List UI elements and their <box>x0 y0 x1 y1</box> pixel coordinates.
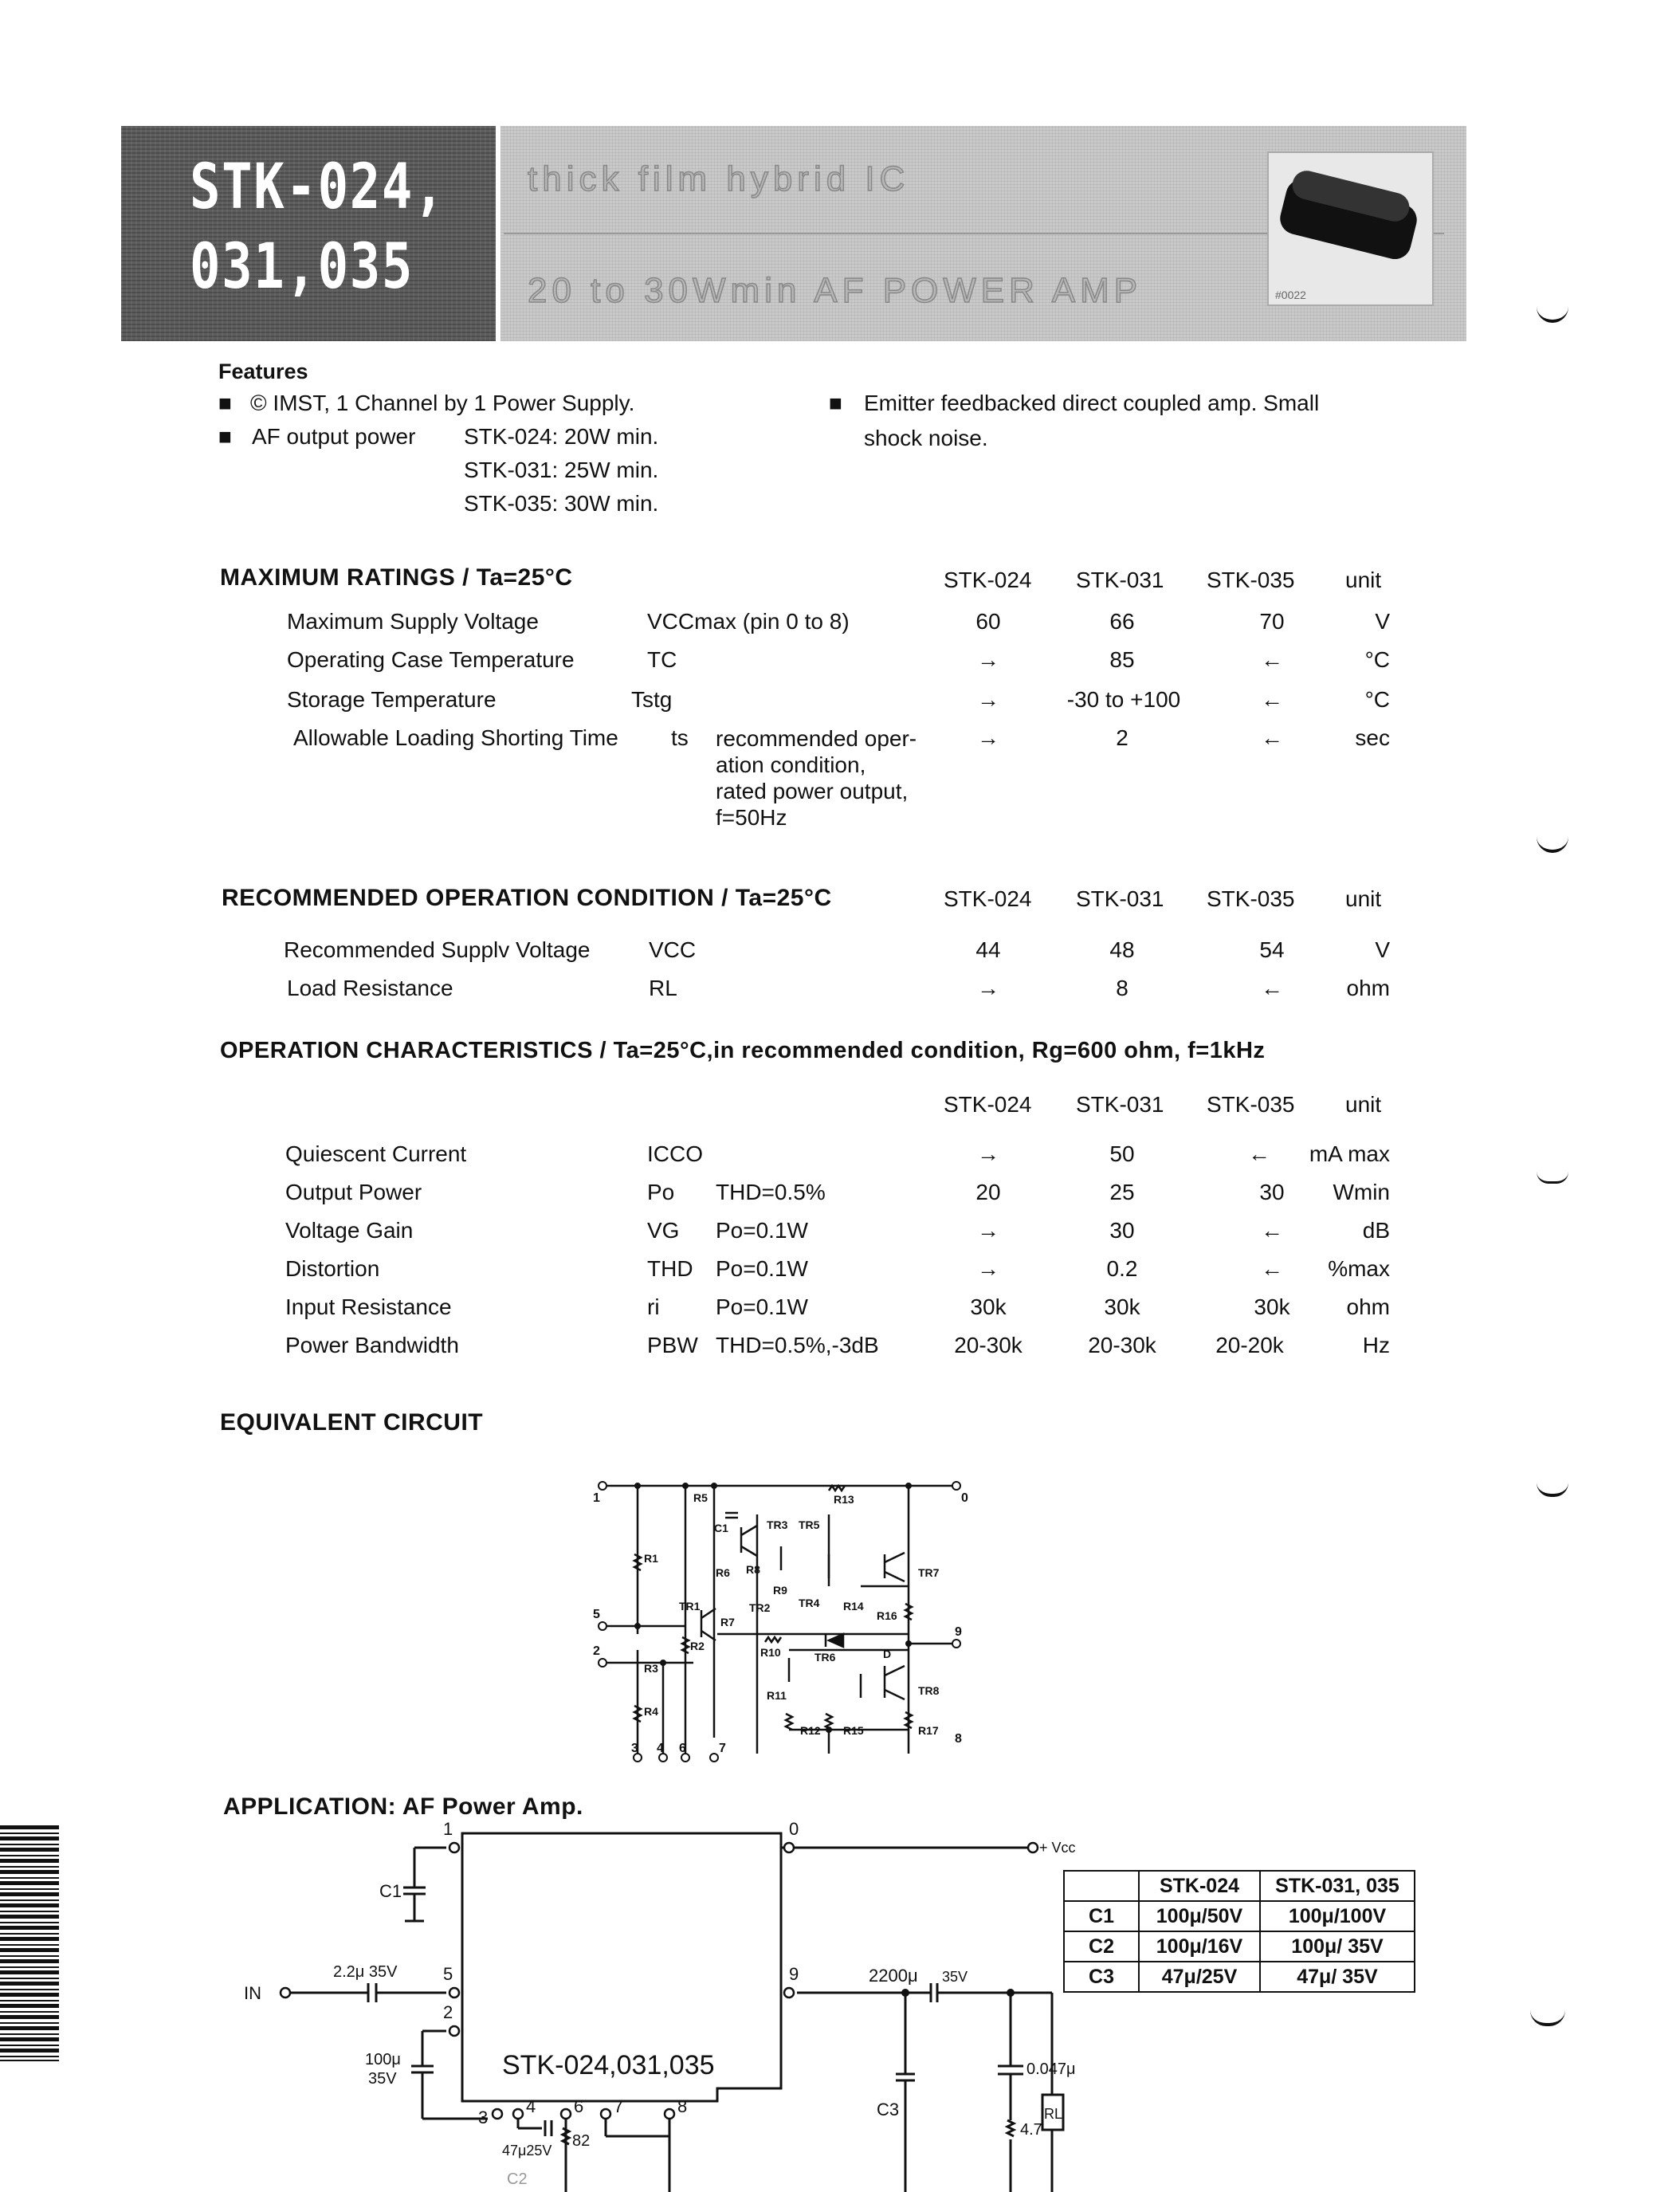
value-024: → <box>977 725 999 750</box>
op-char-title: OPERATION CHARACTERISTICS / Ta=25°C,in recommended condition, Rg=600 ohm, f=1kHz <box>220 1038 1266 1063</box>
param-name: Distortion <box>285 1256 380 1281</box>
table-row <box>1064 1962 1415 1992</box>
param-name: Quiescent Current <box>285 1141 467 1166</box>
pin-label: 7 <box>719 1742 726 1755</box>
max-ratings-title: MAXIMUM RATINGS / Ta=25°C <box>220 564 573 591</box>
component-label: TR8 <box>918 1684 940 1697</box>
equivalent-circuit-diagram <box>590 1467 972 1770</box>
component-label: TR5 <box>799 1518 820 1531</box>
value-024: 30k <box>970 1294 1007 1319</box>
pin-label: 0 <box>961 1491 968 1505</box>
value-unit: mA max <box>1309 1141 1390 1166</box>
value-031: 25 <box>1109 1180 1135 1204</box>
component-label: C1 <box>714 1522 728 1534</box>
table-header-cell: STK-031, 035 <box>1260 1871 1415 1901</box>
pin-label: 4 <box>657 1742 664 1755</box>
value-024: → <box>977 976 999 1000</box>
value-024: → <box>977 1218 999 1243</box>
value-031: 48 <box>1109 937 1135 962</box>
component-label: R9 <box>773 1584 787 1597</box>
component-label: R15 <box>843 1724 864 1737</box>
pin-label: 7 <box>614 2096 624 2116</box>
value-unit: V <box>1375 609 1390 634</box>
value-024: → <box>977 1256 999 1281</box>
col-header: STK-031 <box>1076 1092 1164 1117</box>
param-name: Allowable Loading Shorting Time <box>293 725 618 750</box>
pin-label: 8 <box>677 2096 688 2116</box>
table-cell: 100μ/ 35V <box>1260 1931 1415 1962</box>
component-label: R12 <box>800 1724 821 1737</box>
bullet-icon: ■ <box>218 391 232 415</box>
equiv-circuit-title: EQUIVALENT CIRCUIT <box>220 1409 484 1436</box>
value-031: 30k <box>1104 1294 1140 1319</box>
margin-mark <box>1530 2010 1565 2026</box>
col-header: STK-031 <box>1076 568 1164 592</box>
feature-power-035: STK-035: 30W min. <box>464 491 659 516</box>
bullet-icon: ■ <box>218 424 232 449</box>
component-label: C3 <box>877 2100 900 2119</box>
param-symbol: VG <box>647 1218 680 1243</box>
param-symbol: PBW <box>647 1333 698 1357</box>
value-024: 20-30k <box>954 1333 1023 1357</box>
param-condition: Po=0.1W <box>716 1294 808 1319</box>
value-unit: Wmin <box>1333 1180 1390 1204</box>
pin-label: 3 <box>631 1742 638 1755</box>
margin-mark <box>1537 837 1568 853</box>
table-cell: 47μ/ 35V <box>1260 1962 1415 1992</box>
value-035: ← <box>1261 976 1283 1000</box>
component-label: TR7 <box>918 1566 940 1579</box>
feature-power-031: STK-031: 25W min. <box>464 458 659 482</box>
component-label: R4 <box>644 1705 658 1718</box>
pin-label: 9 <box>955 1625 962 1639</box>
component-label: R6 <box>716 1566 730 1579</box>
col-header: STK-024 <box>944 1092 1032 1117</box>
pin-label: 1 <box>443 1819 453 1839</box>
value-031: 30 <box>1109 1218 1135 1243</box>
table-cell: C1 <box>1064 1901 1139 1931</box>
value-035: ← <box>1261 687 1283 712</box>
subtitle-function: 20 to 30Wmin AF POWER AMP <box>528 271 1143 310</box>
table-row <box>1064 1901 1415 1931</box>
value-024: → <box>977 647 999 672</box>
component-label: TR4 <box>799 1597 820 1609</box>
component-label: R16 <box>877 1609 897 1622</box>
feature-item-3-line2: shock noise. <box>864 426 988 450</box>
col-header: unit <box>1345 568 1382 592</box>
param-symbol: Tstg <box>631 687 673 712</box>
pin-label: 2 <box>593 1644 600 1658</box>
table-row <box>1064 1931 1415 1962</box>
param-name: Recommended Supplv Voltage <box>284 937 591 962</box>
value-031: 2 <box>1116 725 1129 750</box>
value-035: 30 <box>1259 1180 1285 1204</box>
application-title: APPLICATION: AF Power Amp. <box>223 1793 583 1820</box>
param-symbol: VCC <box>649 937 697 962</box>
feature-item-2-label: AF output power <box>252 424 416 449</box>
component-label: R13 <box>834 1493 854 1506</box>
component-label: R11 <box>767 1689 787 1702</box>
table-cell: C3 <box>1064 1962 1139 1992</box>
value-unit: °C <box>1364 687 1390 712</box>
component-label: R17 <box>918 1724 939 1737</box>
value-024: → <box>977 1141 999 1166</box>
value-035: 70 <box>1259 609 1285 634</box>
component-label: 2.2μ 35V <box>333 1963 398 1981</box>
pin-label: 6 <box>679 1742 686 1755</box>
value-035: ← <box>1261 1218 1283 1243</box>
param-symbol: TC <box>647 647 677 672</box>
component-label: R8 <box>746 1563 760 1576</box>
value-031: 50 <box>1109 1141 1135 1166</box>
param-symbol: ts <box>671 725 689 750</box>
table-header-cell <box>1064 1871 1139 1901</box>
param-name: Input Resistance <box>285 1294 452 1319</box>
condition-line: ation condition, <box>716 752 866 777</box>
value-035: ← <box>1261 1256 1283 1281</box>
photo-code: #0022 <box>1275 289 1306 301</box>
margin-mark <box>1537 1483 1568 1497</box>
pin-label: 9 <box>789 1964 799 1984</box>
pin-label: 2 <box>443 2002 453 2022</box>
param-name: Load Resistance <box>287 976 453 1000</box>
value-unit: dB <box>1362 1218 1390 1243</box>
value-035: 30k <box>1254 1294 1290 1319</box>
bullet-icon: ■ <box>829 391 842 415</box>
value-035: ← <box>1261 647 1283 672</box>
condition-line: f=50Hz <box>716 805 787 830</box>
component-label: 47μ25V <box>502 2143 552 2159</box>
component-label: 0.047μ <box>1026 2060 1076 2078</box>
param-symbol: VCCmax (pin 0 to 8) <box>647 609 850 634</box>
pin-label: 5 <box>593 1608 600 1621</box>
value-031: 85 <box>1109 647 1135 672</box>
component-label: 4.7 <box>1020 2121 1042 2139</box>
pin-label: 1 <box>593 1491 600 1505</box>
value-031: 8 <box>1116 976 1129 1000</box>
value-035: 20-20k <box>1215 1333 1284 1357</box>
col-header: STK-035 <box>1207 1092 1295 1117</box>
col-header: STK-031 <box>1076 886 1164 911</box>
model-title-line1: STK-024, <box>190 151 446 223</box>
application-circuit-diagram <box>239 1817 1076 2192</box>
pin-label: 6 <box>574 2096 584 2116</box>
col-header: unit <box>1345 1092 1382 1117</box>
col-header: STK-035 <box>1207 886 1295 911</box>
pin-label: 3 <box>478 2108 489 2127</box>
table-header-cell: STK-024 <box>1139 1871 1260 1901</box>
value-unit: %max <box>1328 1256 1390 1281</box>
table-cell: 100μ/16V <box>1139 1931 1260 1962</box>
table-cell: 47μ/25V <box>1139 1962 1260 1992</box>
value-035: ← <box>1248 1141 1270 1166</box>
value-024: 20 <box>975 1180 1001 1204</box>
component-label: RL <box>1044 2106 1063 2122</box>
col-header: STK-035 <box>1207 568 1295 592</box>
margin-mark <box>1537 307 1568 323</box>
value-024: 44 <box>975 937 1001 962</box>
component-label: TR2 <box>749 1601 771 1614</box>
param-name: Voltage Gain <box>285 1218 414 1243</box>
pin-label: 0 <box>789 1819 799 1839</box>
value-035: ← <box>1261 725 1283 750</box>
param-symbol: THD <box>647 1256 693 1281</box>
component-label: 35V <box>368 2070 397 2088</box>
input-label: IN <box>244 1983 261 2003</box>
value-unit: sec <box>1355 725 1390 750</box>
component-label: R3 <box>644 1662 658 1675</box>
component-label: 100μ <box>365 2051 401 2068</box>
capacitor-table <box>1063 1870 1415 1993</box>
value-031: -30 to +100 <box>1066 687 1181 712</box>
feature-item-3-line1: Emitter feedbacked direct coupled amp. Small <box>864 391 1320 415</box>
component-label: R14 <box>843 1600 864 1613</box>
component-label: R5 <box>693 1491 708 1504</box>
edge-index-marks <box>0 1825 59 2061</box>
component-label: TR3 <box>767 1518 788 1531</box>
component-label: 35V <box>942 1969 968 1985</box>
component-label: TR1 <box>679 1600 701 1613</box>
condition-line: recommended oper- <box>716 726 917 751</box>
component-label: R7 <box>720 1616 735 1628</box>
param-condition: THD=0.5%,-3dB <box>716 1333 879 1357</box>
table-cell: 100μ/50V <box>1139 1901 1260 1931</box>
param-symbol: ri <box>647 1294 660 1319</box>
value-unit: ohm <box>1346 976 1390 1000</box>
component-label: 82 <box>572 2132 591 2150</box>
pin-label: 8 <box>955 1732 962 1746</box>
value-unit: V <box>1375 937 1390 962</box>
value-031: 20-30k <box>1088 1333 1156 1357</box>
param-name: Power Bandwidth <box>285 1333 459 1357</box>
value-024: → <box>977 687 999 712</box>
param-symbol: RL <box>649 976 677 1000</box>
table-cell: 100μ/100V <box>1260 1901 1415 1931</box>
value-unit: ohm <box>1346 1294 1390 1319</box>
param-name: Storage Temperature <box>287 687 497 712</box>
value-031: 66 <box>1109 609 1135 634</box>
condition-line: rated power output, <box>716 779 909 803</box>
margin-mark <box>1537 1172 1568 1184</box>
col-header: STK-024 <box>944 568 1032 592</box>
component-label: R10 <box>760 1646 781 1659</box>
vcc-label: + Vcc <box>1039 1840 1076 1856</box>
component-label: R1 <box>644 1552 658 1565</box>
value-unit: Hz <box>1362 1333 1390 1357</box>
subtitle-type: thick film hybrid IC <box>528 159 910 198</box>
param-condition: Po=0.1W <box>716 1256 808 1281</box>
feature-power-024: STK-024: 20W min. <box>464 424 659 449</box>
component-label: C1 <box>379 1881 402 1901</box>
pin-label: 5 <box>443 1964 453 1984</box>
pin-label: 4 <box>526 2096 536 2116</box>
component-label: C2 <box>507 2170 528 2188</box>
value-035: 54 <box>1259 937 1285 962</box>
param-name: Output Power <box>285 1180 422 1204</box>
param-name: Operating Case Temperature <box>287 647 575 672</box>
ic-label: STK-024,031,035 <box>502 2050 715 2080</box>
component-label: R2 <box>690 1640 705 1652</box>
features-title: Features <box>218 359 308 383</box>
col-header: unit <box>1345 886 1382 911</box>
table-cell: C2 <box>1064 1931 1139 1962</box>
param-symbol: Po <box>647 1180 675 1204</box>
model-title-line2: 031,035 <box>190 231 414 303</box>
param-symbol: ICCO <box>647 1141 703 1166</box>
value-024: 60 <box>975 609 1001 634</box>
component-label: D <box>883 1648 892 1660</box>
component-label: TR6 <box>814 1651 836 1664</box>
component-label: 2200μ <box>869 1966 918 1986</box>
rec-op-title: RECOMMENDED OPERATION CONDITION / Ta=25°C <box>222 885 832 911</box>
param-condition: Po=0.1W <box>716 1218 808 1243</box>
param-name: Maximum Supply Voltage <box>287 609 539 634</box>
feature-item-1: © IMST, 1 Channel by 1 Power Supply. <box>250 391 635 415</box>
param-condition: THD=0.5% <box>716 1180 826 1204</box>
value-031: 0.2 <box>1106 1256 1138 1281</box>
value-unit: °C <box>1364 647 1390 672</box>
col-header: STK-024 <box>944 886 1032 911</box>
